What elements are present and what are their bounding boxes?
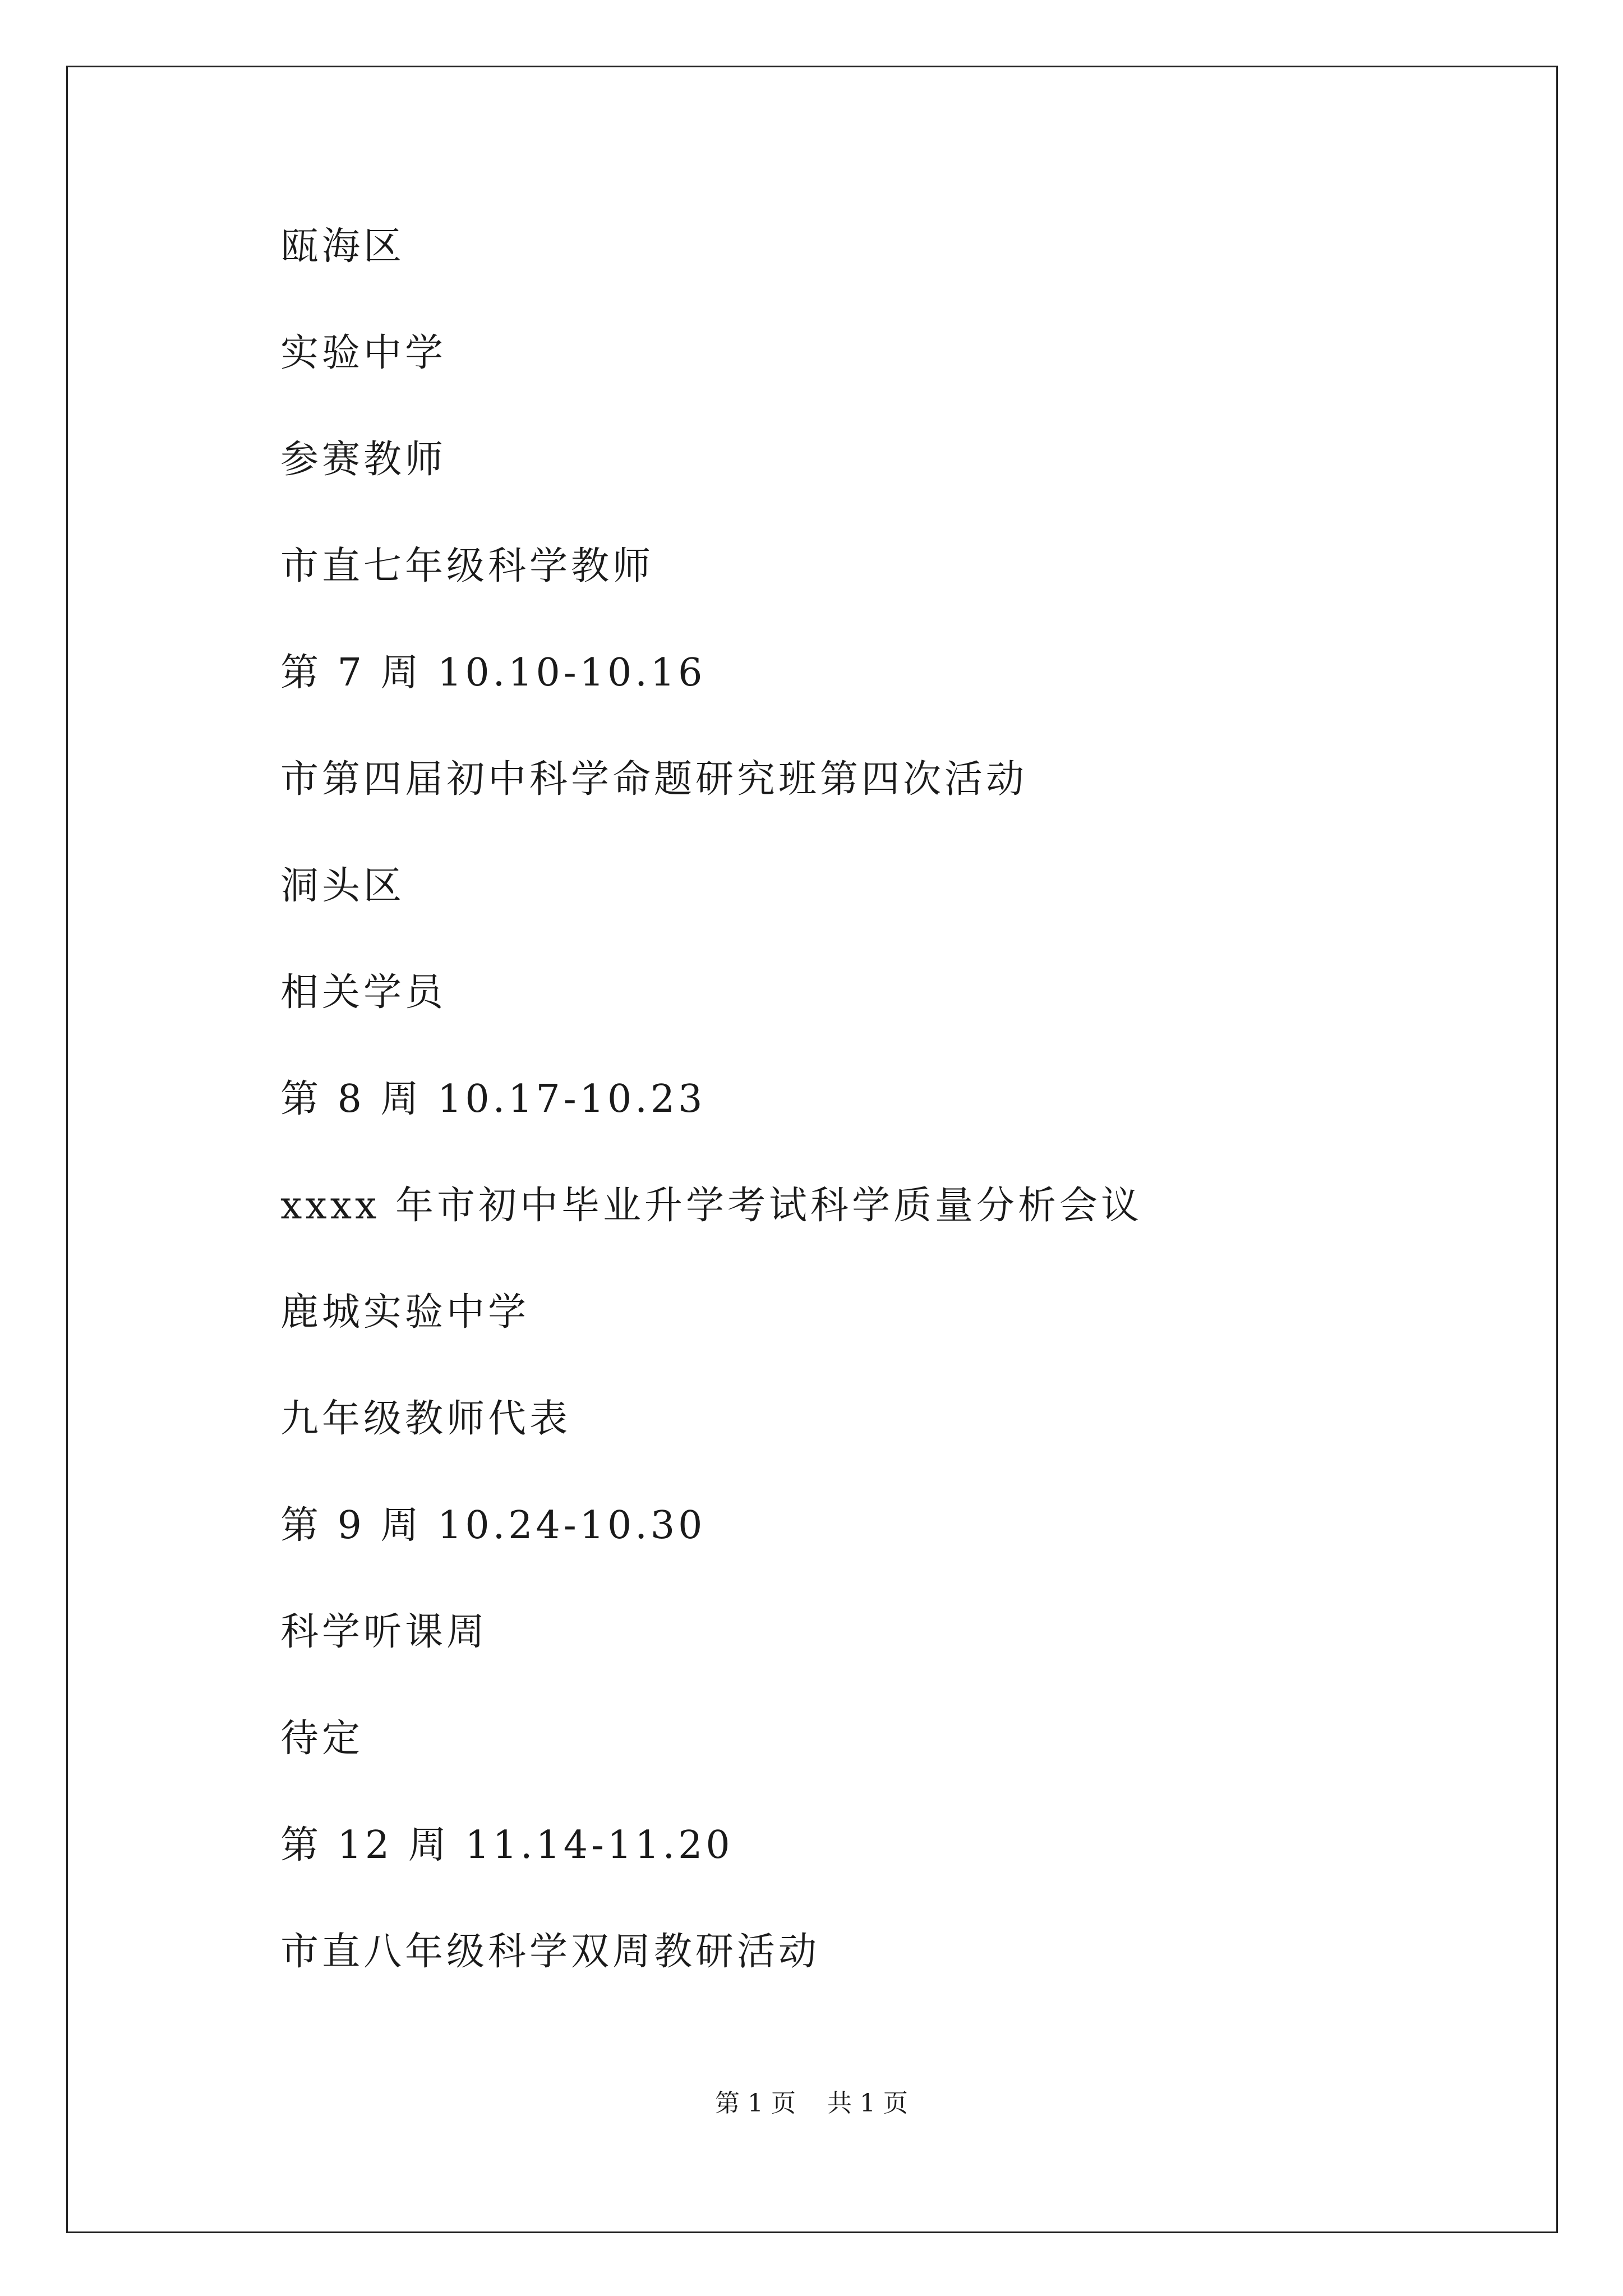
- text-line: xxxx 年市初中毕业升学考试科学质量分析会议: [280, 1184, 1143, 1228]
- week-heading: 第 12 周 11.14-11.20: [280, 1823, 734, 1867]
- text-line: 瓯海区: [280, 224, 405, 269]
- week-heading: 第 9 周 10.24-10.30: [280, 1503, 706, 1548]
- text-line: 市直七年级科学教师: [280, 544, 654, 588]
- page-number-footer: 第 1 页 共 1 页: [715, 2089, 908, 2118]
- text-line: 相关学员: [280, 970, 447, 1015]
- week-heading: 第 7 周 10.10-10.16: [280, 651, 706, 695]
- text-line: 九年级教师代表: [280, 1397, 571, 1441]
- text-line: 待定: [280, 1717, 364, 1761]
- text-line: 参赛教师: [280, 438, 447, 482]
- text-line: 鹿城实验中学: [280, 1290, 530, 1335]
- text-line: 实验中学: [280, 331, 447, 375]
- text-line: 洞头区: [280, 864, 405, 908]
- text-line: 科学听课周: [280, 1610, 488, 1654]
- text-line: 市直八年级科学双周教研活动: [280, 1930, 820, 1974]
- text-line: 市第四届初中科学命题研究班第四次活动: [280, 757, 1028, 802]
- document-body: [280, 219, 1514, 2031]
- week-heading: 第 8 周 10.17-10.23: [280, 1077, 706, 1121]
